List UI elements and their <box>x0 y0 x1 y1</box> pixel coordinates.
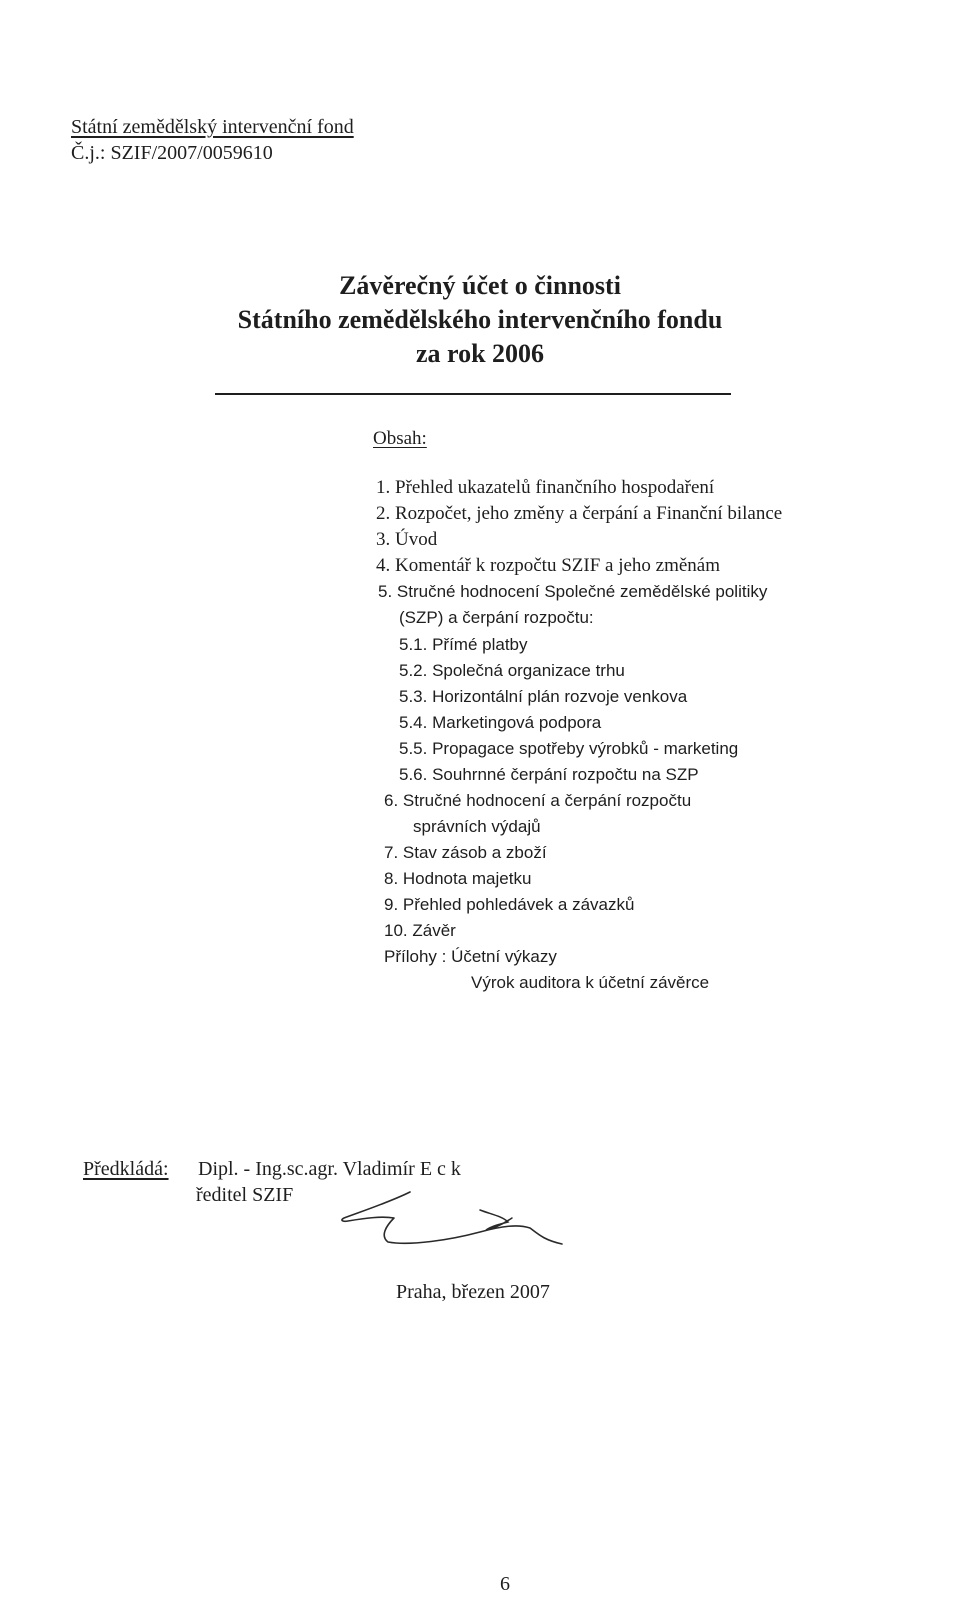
director-role: ředitel SZIF <box>196 1184 294 1206</box>
contents-item: 5.4. Marketingová podpora <box>399 713 602 732</box>
document-title-line-2: Státního zemědělského intervenčního fondu <box>237 305 723 334</box>
contents-item: 5.5. Propagace spotřeby výrobků - marketing <box>399 739 739 758</box>
contents-item: 5.2. Společná organizace trhu <box>399 661 625 680</box>
contents-item: 9. Přehled pohledávek a závazků <box>384 895 635 914</box>
reference-number: Č.j.: SZIF/2007/0059610 <box>71 142 273 164</box>
contents-item: 7. Stav zásob a zboží <box>384 843 547 862</box>
place-date: Praha, březen 2007 <box>396 1281 550 1303</box>
contents-item: 5. Stručné hodnocení Společné zemědělské politiky <box>378 582 768 601</box>
contents-item: Výrok auditora k účetní závěrce <box>471 973 710 992</box>
contents-item: 5.6. Souhrnné čerpání rozpočtu na SZP <box>399 765 699 784</box>
submitted-by-label: Předkládá: <box>83 1158 169 1180</box>
document-title-line-1: Závěrečný účet o činnosti <box>339 271 621 300</box>
contents-item: 10. Závěr <box>384 921 456 940</box>
contents-item: 4. Komentář k rozpočtu SZIF a jeho změnám <box>376 555 721 576</box>
contents-heading: Obsah: <box>373 428 427 449</box>
contents-item: 5.3. Horizontální plán rozvoje venkova <box>399 687 688 706</box>
page-number: 6 <box>500 1573 510 1595</box>
document-title-line-3: za rok 2006 <box>415 339 545 368</box>
handwritten-signature <box>330 1188 570 1258</box>
contents-item: správních výdajů <box>413 817 541 836</box>
title-divider <box>215 393 731 395</box>
contents-item: 3. Úvod <box>376 529 438 550</box>
contents-item: (SZP) a čerpání rozpočtu: <box>399 608 594 627</box>
contents-item: 2. Rozpočet, jeho změny a čerpání a Finanční bilance <box>376 503 783 524</box>
contents-item: 5.1. Přímé platby <box>399 635 528 654</box>
contents-item: 6. Stručné hodnocení a čerpání rozpočtu <box>384 791 692 810</box>
director-name: Dipl. - Ing.sc.agr. Vladimír E c k <box>198 1158 461 1180</box>
contents-item: 8. Hodnota majetku <box>384 869 532 888</box>
contents-item: Přílohy : Účetní výkazy <box>384 947 557 966</box>
contents-item: 1. Přehled ukazatelů finančního hospodaření <box>376 477 715 498</box>
organization-name: Státní zemědělský intervenční fond <box>71 116 354 138</box>
